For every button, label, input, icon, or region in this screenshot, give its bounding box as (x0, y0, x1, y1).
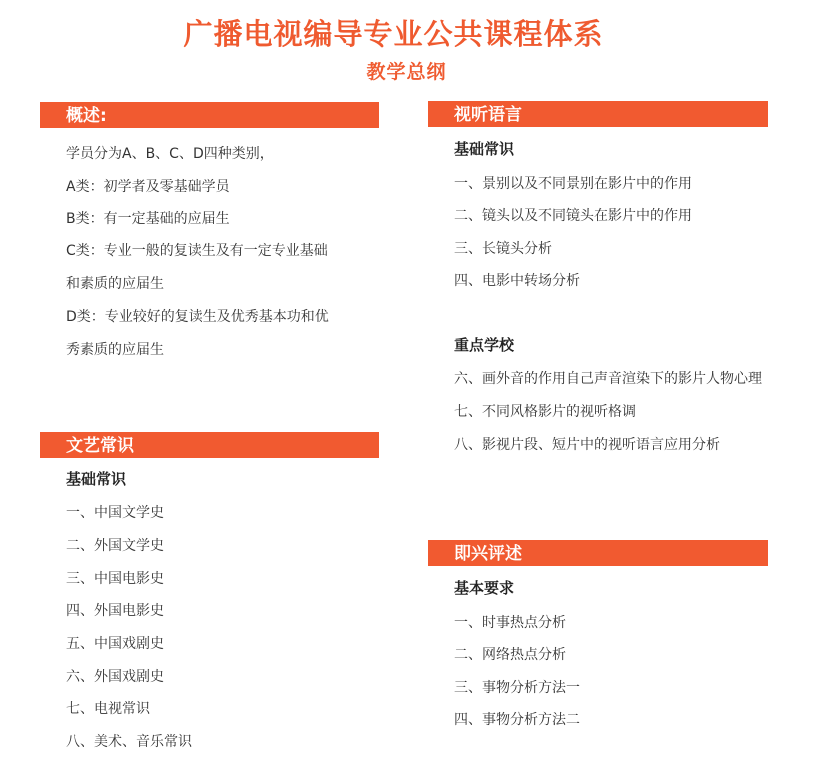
overview-line: C类：专业一般的复读生及有一定专业基础 (66, 243, 328, 259)
literature-heading: 文艺常识 (40, 432, 379, 458)
overview-line: 学员分为A、B、C、D四种类别， (66, 146, 274, 162)
list-item: 一、景别以及不同景别在影片中的作用 (454, 176, 692, 192)
list-item: 三、长镜头分析 (454, 241, 552, 257)
list-item: 六、画外音的作用自己声音渲染下的影片人物心理 (454, 371, 762, 387)
list-item: 四、外国电影史 (66, 603, 164, 619)
list-item: 八、影视片段、短片中的视听语言应用分析 (454, 437, 720, 453)
overview-line: B类：有一定基础的应届生 (66, 211, 230, 227)
list-item: 四、事物分析方法二 (454, 712, 580, 728)
list-item: 五、中国戏剧史 (66, 636, 164, 652)
overview-line: 和素质的应届生 (66, 276, 164, 292)
improv-section (428, 540, 768, 566)
list-item: 三、事物分析方法一 (454, 680, 580, 696)
audiovisual-sub-heading-2: 重点学校 (454, 336, 515, 354)
list-item: 一、中国文学史 (66, 505, 164, 521)
list-item: 六、外国戏剧史 (66, 669, 164, 685)
list-item: 七、不同风格影片的视听格调 (454, 404, 636, 420)
list-item: 二、镜头以及不同镜头在影片中的作用 (454, 208, 692, 224)
audiovisual-heading: 视听语言 (428, 101, 768, 127)
overview-line: 秀素质的应届生 (66, 342, 164, 358)
literature-section (40, 432, 379, 458)
audiovisual-sub-heading-1: 基础常识 (454, 140, 515, 158)
page-subtitle: 教学总纲 (366, 61, 447, 83)
improv-sub-heading: 基本要求 (454, 579, 515, 597)
list-item: 八、美术、音乐常识 (66, 734, 192, 750)
overview-line: D类：专业较好的复读生及优秀基本功和优 (66, 309, 329, 325)
list-item: 三、中国电影史 (66, 571, 164, 587)
page-title (0, 12, 813, 53)
list-item: 四、电影中转场分析 (454, 273, 580, 289)
overview-line: A类：初学者及零基础学员 (66, 179, 230, 195)
page-title-text: 广播电视编导专业公共课程体系 (183, 17, 604, 51)
overview-section (40, 102, 379, 128)
literature-sub-heading: 基础常识 (66, 470, 127, 488)
audiovisual-section (428, 101, 768, 127)
list-item: 一、时事热点分析 (454, 615, 566, 631)
list-item: 二、网络热点分析 (454, 647, 566, 663)
list-item: 七、电视常识 (66, 701, 150, 717)
list-item: 二、外国文学史 (66, 538, 164, 554)
improv-heading: 即兴评述 (428, 540, 768, 566)
overview-heading: 概述: (40, 102, 379, 128)
